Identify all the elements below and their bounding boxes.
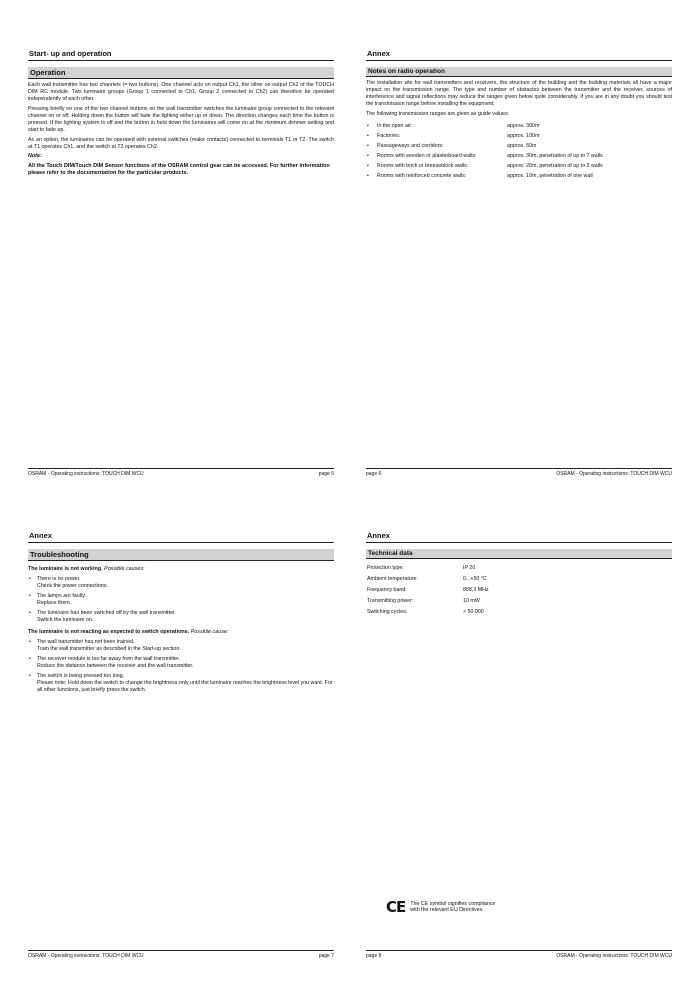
spec-value: 0...+50 °C — [463, 575, 487, 582]
spec-label: Protection type: — [367, 564, 404, 571]
list-item — [28, 576, 334, 590]
problem-title: The luminaire is not reacting as expected to switch operations. — [28, 628, 190, 635]
table-row — [366, 573, 489, 584]
list-item — [28, 656, 334, 670]
ce-text-line: The CE symbol signifies compliance — [410, 900, 496, 907]
range-value: approx. 30m, penetration of up to 7 walls — [507, 153, 603, 159]
paragraph: Pressing briefly on one of the two channel buttons on the wall transmitter switches the luminaire group connected to the relevant channel on or off. Holding down the button will fade the lighting either up or down. The direction changes each time the button is pressed. If the lighting system is off and the button in held down the luminaires will come on at the minimum dimmer setting and start to fade up. — [28, 106, 334, 133]
problem-heading — [28, 566, 334, 573]
bullet-icon: • — [29, 655, 31, 662]
footer-page-number: page 6 — [366, 471, 382, 477]
page-8 — [366, 530, 672, 990]
section-heading-operation: Operation — [28, 67, 334, 79]
page-footer — [366, 468, 672, 477]
table-row — [366, 562, 489, 573]
remedy-text: Please note: Hold down the switch to change the brightness only until the luminaire reaches the brightness level you want. For all other functions, just briefly press the switch. — [37, 679, 333, 693]
section-heading-radio: Notes on radio operation — [366, 67, 672, 77]
list-item — [28, 639, 334, 653]
range-value: approx. 50m — [507, 143, 537, 149]
remedy-text: Switch the luminaire on. — [37, 616, 94, 623]
problem-subtitle: Possible causes: — [104, 566, 145, 572]
footer-doc-title: OSRAM - Operating instructions: TOUCH DIM WCU — [556, 471, 672, 477]
bullet-icon: • — [367, 163, 369, 169]
range-value: approx. 10m, penetration of one wall — [507, 173, 593, 179]
ce-text-line: with the relevant EU Directives — [410, 907, 483, 913]
table-row — [366, 141, 603, 151]
ce-text — [410, 901, 495, 914]
cause-text: There is no power. — [37, 576, 81, 582]
range-value: approx. 100m — [507, 133, 540, 139]
spec-value: 868,3 MHz — [463, 586, 489, 593]
ce-mark-icon: CE — [386, 898, 406, 916]
page-footer — [28, 950, 334, 959]
section-heading-troubleshooting: Troubleshooting — [28, 549, 334, 561]
page-6 — [366, 48, 672, 508]
footer-page-number: page 5 — [318, 471, 334, 477]
spec-value: > 50.000 — [463, 608, 484, 615]
table-row — [366, 606, 489, 617]
bullet-icon: • — [29, 593, 31, 600]
page-footer — [366, 950, 672, 959]
range-label: In the open air: — [377, 123, 413, 129]
problem-heading — [28, 629, 334, 636]
range-value: approx. 20m, penetration of up to 3 walls — [507, 163, 603, 169]
range-value: approx. 300m — [507, 123, 540, 129]
bullet-icon: • — [29, 576, 31, 582]
transmission-ranges-table — [366, 121, 603, 181]
bullet-icon: • — [29, 672, 31, 679]
page-title: Annex — [28, 530, 334, 543]
page-5 — [28, 48, 334, 508]
problem-subtitle: Possible cause: — [190, 628, 229, 635]
bullet-icon: • — [367, 133, 369, 139]
footer-doc-title: OSRAM - Operating instructions: TOUCH DIM WCU — [28, 471, 144, 477]
range-label: Passageways and corridors: — [377, 143, 444, 149]
table-row — [366, 161, 603, 171]
bullet-icon: • — [367, 173, 369, 179]
technical-data-table — [366, 562, 489, 617]
cause-text: The luminaire has been switched off by the wall transmitter. — [37, 610, 176, 617]
problem-title: The luminaire is not working. — [28, 566, 103, 572]
bullet-icon: • — [367, 153, 369, 159]
spec-label: Frequency band: — [367, 586, 407, 593]
paragraph: As an option, the luminaires can be operated with external switches (make contacts) connected to terminals T1 or T2. The switch at T1 operates Ch1, and the switch at T2 operates Ch2. — [28, 137, 334, 150]
spec-label: Ambient temperature: — [367, 575, 418, 582]
spec-label: Transmitting power: — [367, 597, 414, 604]
remedy-text: Reduce the distance between the receiver and the wall transmitter. — [37, 662, 194, 669]
cause-text: The wall transmitter has not been trained. — [37, 638, 135, 645]
table-row — [366, 595, 489, 606]
remedy-text: Train the wall transmitter as described in the Start-up section. — [37, 645, 181, 652]
range-label: Rooms with reinforced concrete walls: — [377, 173, 467, 179]
paragraph: The installation site for wall transmitters and receivers, the structure of the building and the building materials all have a major impact on the transmission range. The type and number of obstacles between the transmitter and the receiver, sources of interference and signal reflections may reduce the ranges given below quite considerably. If you are in any doubt you should test the transmission range before installing the equipment. — [366, 80, 672, 107]
spec-value: IP 20 — [463, 564, 476, 571]
ce-compliance — [386, 898, 495, 916]
footer-page-number: page 8 — [366, 953, 382, 959]
bullet-icon: • — [367, 123, 369, 129]
footer-doc-title: OSRAM - Operating instructions: TOUCH DIM WCU — [556, 953, 672, 959]
spec-label: Switching cycles: — [367, 608, 408, 615]
bullet-icon: • — [29, 638, 31, 645]
cause-text: The switch is being pressed too long. — [37, 672, 125, 679]
causes-list — [28, 639, 334, 694]
page-7 — [28, 530, 334, 990]
cause-text: The receiver module is too far away from the wall transmitter. — [37, 655, 181, 662]
causes-list — [28, 576, 334, 624]
page-footer — [28, 468, 334, 477]
bullet-icon: • — [29, 610, 31, 617]
table-row — [366, 131, 603, 141]
cause-text: The lamps are faulty. — [37, 593, 87, 600]
paragraph: Each wall transmitter has two channels (= two buttons). One channel acts on output Ch1, the other on output Ch2 of the TOUCH DIM RC module. Two luminaire groups (Group 1 connected to Ch1, Group 2 connected to Ch2) can therefore be operated independently of each other. — [28, 82, 334, 102]
bullet-icon: • — [367, 143, 369, 149]
page-title: Start- up and operation — [28, 48, 334, 61]
page-title: Annex — [366, 48, 672, 61]
remedy-text: Replace them. — [37, 599, 72, 606]
section-heading-technical-data: Technical data — [366, 549, 672, 559]
list-item — [28, 610, 334, 624]
range-label: Factories: — [377, 133, 401, 139]
footer-doc-title: OSRAM - Operating instructions: TOUCH DIM WCU — [28, 953, 144, 959]
table-row — [366, 121, 603, 131]
range-label: Rooms with brick or breezeblock walls: — [377, 163, 469, 169]
table-row — [366, 584, 489, 595]
spec-value: 10 mW — [463, 597, 480, 604]
paragraph: The following transmission ranges are given as guide values: — [366, 111, 510, 117]
remedy-text: Check the power connections. — [37, 582, 108, 589]
list-item — [28, 673, 334, 693]
range-label: Rooms with wooden or plasterboard walls: — [377, 153, 477, 159]
table-row — [366, 171, 603, 181]
page-title: Annex — [366, 530, 672, 543]
note-text: All the Touch DIM/Touch DIM Sensor functions of the OSRAM control gear can be accessed. For further information please refer to the documentation for the particular products. — [28, 163, 330, 176]
table-row — [366, 151, 603, 161]
footer-page-number: page 7 — [318, 953, 334, 959]
note-label: Note: — [28, 153, 42, 159]
list-item — [28, 593, 334, 607]
